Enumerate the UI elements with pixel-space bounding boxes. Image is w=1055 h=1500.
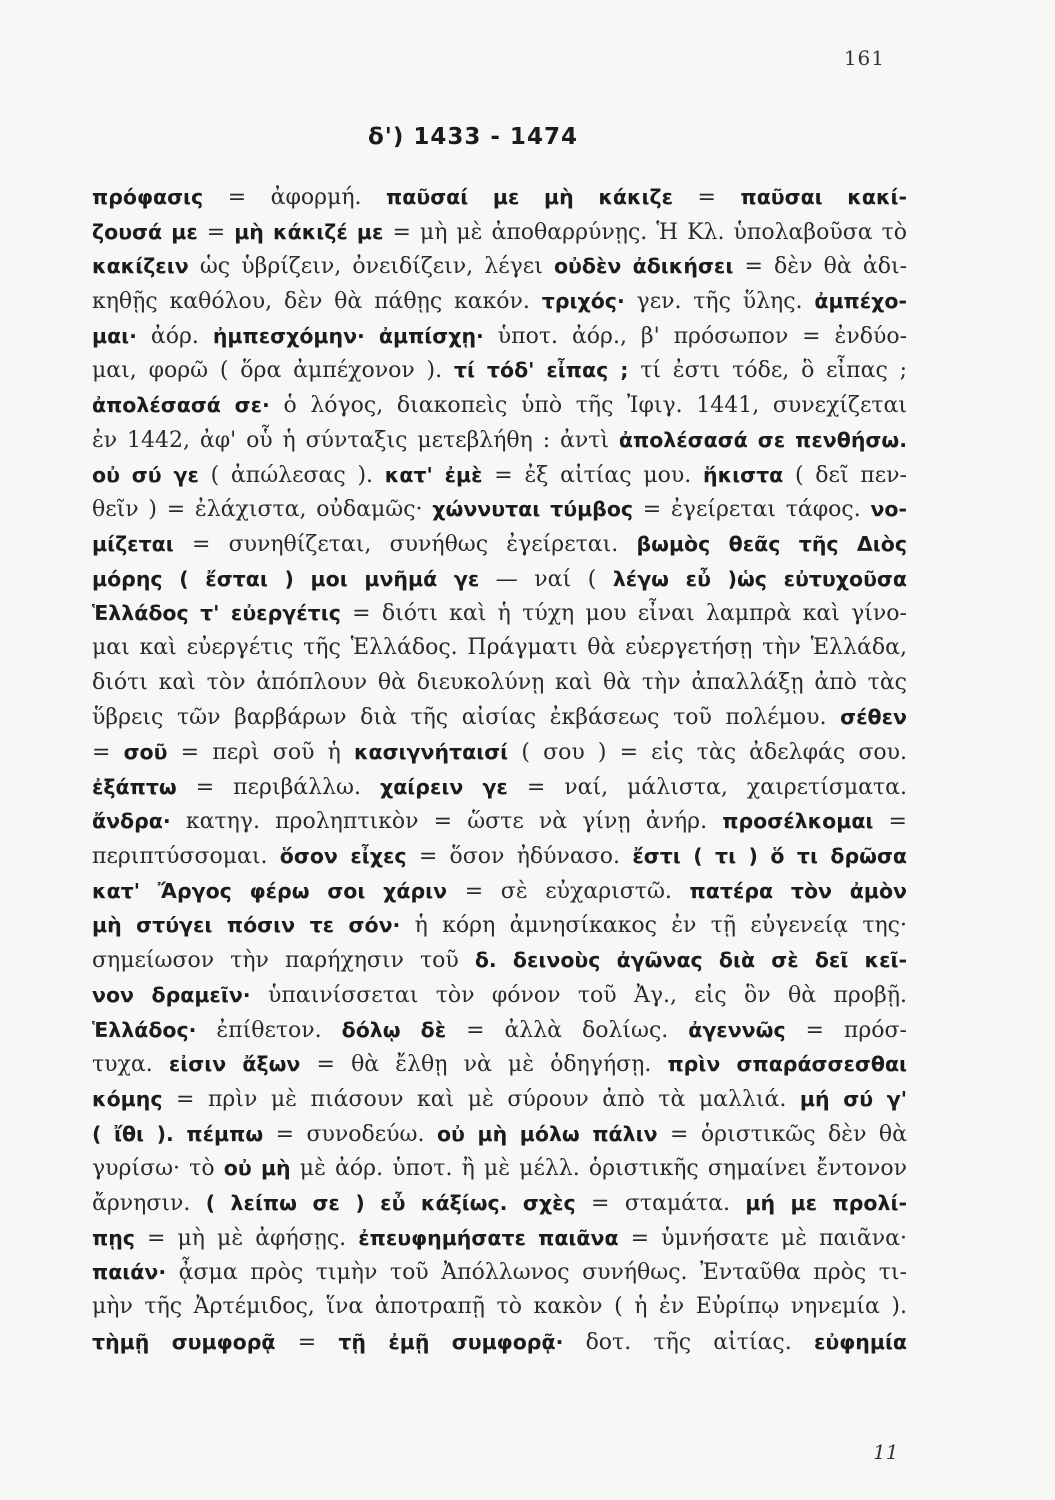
lemma-bold: παῦσαι κακί- [740, 185, 907, 209]
gloss-text: μὴν τῆς Ἀρτέμιδος, ἵνα ἀποτραπῇ τὸ κακὸν ( ἡ ἐν Εὐρίπῳ νηνεμία ). [92, 1294, 907, 1319]
lemma-bold: πρὶν σπαράσσεσθαι [667, 1052, 907, 1077]
lemma-bold: παιάν· [92, 1260, 167, 1285]
lemma-bold: ἀμπέχο- [814, 289, 907, 314]
gloss-text: = διότι καὶ ἡ τύχη μου εἶναι λαμπρὰ καὶ γίνο- [340, 601, 907, 627]
lemma-bold: σοῦ [123, 740, 168, 764]
gloss-text: μαι, φορῶ ( ὅρα ἀμπέχονον ). [92, 358, 454, 384]
text-line [92, 319, 907, 354]
lemma-bold: ζουσά με [92, 219, 198, 244]
gloss-text: = πρὶν μὲ πιάσουν καὶ μὲ σύρουν ἀπὸ τὰ μαλλιά. [162, 1086, 800, 1112]
lemma-bold: ἠμπεσχόμην· ἀμπίσχῃ· [212, 323, 484, 348]
text-line [92, 839, 907, 874]
gloss-text: γεν. τῆς ὕλης. [624, 289, 815, 315]
text-line [92, 1151, 907, 1186]
lemma-bold: κασιγνήταισί [353, 740, 509, 764]
text-line [92, 492, 907, 527]
lemma-bold: οὐ μὴ μόλω πάλιν [436, 1121, 658, 1146]
text-line [92, 527, 907, 562]
lemma-bold: Ἑλλάδος· [92, 1017, 197, 1042]
gloss-text: ἡ κόρη ἀμνησίκακος ἐν τῇ εὐγενείᾳ της· [400, 913, 907, 939]
gloss-text: = [92, 740, 124, 765]
gloss-text: = ὁριστικῶς δὲν θὰ [657, 1121, 907, 1147]
gloss-text: δοτ. τῆς αἰτίας. [563, 1329, 814, 1355]
gloss-text: = δὲν θὰ ἀδι- [733, 254, 907, 280]
lemma-bold: λέγω εὖ )ὡς εὐτυχοῦσα [612, 566, 907, 591]
lemma-bold: κόμης [92, 1086, 163, 1111]
gloss-text: ὁ λόγος, διακοπεὶς ὑπὸ τῆς Ἰφιγ. 1441, συνεχίζεται [269, 393, 907, 419]
lemma-bold: εἰσιν ἄξων [168, 1052, 301, 1077]
lemma-bold: ἀπολέσασά σε· [92, 393, 270, 418]
gloss-text: = ἐξ αἰτίας μου. [482, 462, 703, 488]
gloss-text: ( σου ) = εἰς τὰς ἀδελφάς σου. [508, 740, 907, 765]
lemma-bold: μὴ στύγει πόσιν τε σόν· [92, 913, 401, 938]
gloss-text: = ὑμνήσατε μὲ παιᾶνα· [618, 1225, 907, 1251]
gloss-text: = ναί, μάλιστα, χαιρετίσματα. [507, 774, 907, 800]
gloss-text: θεῖν ) = ἐλάχιστα, οὐδαμῶς· [92, 497, 433, 523]
gloss-text: ὡς ὑβρίζειν, ὀνειδίζειν, λέγει [188, 254, 554, 280]
gloss-text: τί ἐστι τόδε, ὃ εἶπας ; [628, 358, 907, 384]
text-line [92, 1013, 907, 1048]
gloss-text: περιπτύσσομαι. [92, 844, 280, 870]
gloss-text: ὑποτ. ἀόρ., β' πρόσωπον = ἐνδύο- [483, 323, 907, 349]
gloss-text: ὑπαινίσσεται τὸν φόνον τοῦ Ἀγ., εἰς ὃν θὰ προβῇ. [250, 982, 907, 1008]
gloss-text: = συνηθίζεται, συνήθως ἐγείρεται. [173, 531, 637, 557]
lemma-bold: δόλῳ δὲ [341, 1017, 447, 1042]
gloss-text: = μὴ μὲ ἀποθαρρύνῃς. Ἡ Κλ. ὑπολαβοῦσα τὸ [383, 219, 907, 245]
gloss-text: = μὴ μὲ ἀφήσῃς. [134, 1225, 359, 1251]
text-line [92, 249, 907, 284]
text-line [92, 458, 907, 493]
text-line [92, 596, 907, 631]
gloss-text: ἀόρ. [136, 323, 213, 349]
lemma-bold: βωμὸς θεᾶς τῆς Διὸς [636, 531, 907, 556]
lemma-bold: τῇ ἐμῇ συμφορᾷ· [338, 1329, 564, 1354]
text-line [92, 388, 907, 423]
lemma-bold: τὴμῇ συμφορᾷ [92, 1329, 276, 1354]
lemma-bold: πῃς [92, 1225, 135, 1250]
lemma-bold: ἄνδρα· [92, 809, 171, 834]
gloss-text: = πρόσ- [785, 1017, 907, 1043]
gloss-text: διότι καὶ τὸν ἀπόπλουν θὰ διευκολύνῃ καὶ θὰ τὴν ἀπαλλάξῃ ἀπὸ τὰς [92, 669, 907, 695]
text-line [92, 562, 907, 597]
gloss-text: τυχα. [92, 1052, 169, 1078]
gloss-text: = ἀφορμή. [203, 185, 387, 210]
lemma-bold: κατ' ἐμὲ [384, 462, 483, 487]
gloss-text: γυρίσω· τὸ [92, 1156, 224, 1182]
text-line [92, 700, 907, 735]
lemma-bold: μόρης ( ἔσται ) μοι μνῆμά γε [92, 566, 480, 591]
gloss-text: ἄρνησιν. [92, 1190, 206, 1216]
text-line [92, 215, 907, 250]
gloss-text: = συνοδεύω. [263, 1121, 437, 1147]
text-line [92, 804, 907, 839]
page-number: 161 [843, 46, 885, 70]
lemma-bold: τριχός· [541, 289, 625, 314]
lemma-bold: ( ἴθι ). πέμπω [92, 1121, 264, 1146]
text-line [92, 874, 907, 909]
gloss-text: μὲ ἀόρ. ὑποτ. ἢ μὲ μέλλ. ὁριστικῆς σημαίνει ἔντονον [290, 1156, 907, 1182]
lemma-bold: μή με προλί- [745, 1190, 907, 1215]
lemma-bold: ἔστι ( τι ) ὅ τι δρῶσα [632, 844, 907, 869]
text-line [92, 284, 907, 319]
lemma-bold: τί τόδ' εἶπας ; [453, 358, 629, 383]
lemma-bold: παῦσαί με μὴ κάκιζε [386, 185, 674, 209]
commentary-body [92, 180, 907, 1359]
lemma-bold: πρόφασις [92, 185, 204, 209]
lemma-bold: ἥκιστα [702, 462, 784, 487]
text-line [92, 908, 907, 943]
gloss-text: σημείωσον τὴν παρήχησιν τοῦ [92, 948, 475, 974]
text-line [92, 1325, 907, 1360]
gloss-text: ἐν 1442, ἀφ' οὗ ἡ σύνταξις μετεβλήθη : ἀντὶ [92, 427, 619, 453]
lemma-bold: ἀπολέσασά σε πενθήσω. [618, 427, 907, 452]
gloss-text: κατηγ. προληπτικὸν = ὥστε νὰ γίνῃ ἀνήρ. [170, 809, 723, 835]
lemma-bold: μὴ κάκιζέ με [234, 219, 384, 244]
text-line [92, 943, 907, 978]
gloss-text: μαι καὶ εὐεργέτις τῆς Ἑλλάδος. Πράγματι θὰ εὐεργετήσῃ τὴν Ἑλλάδα, [92, 634, 907, 660]
lemma-bold: νο- [870, 497, 907, 522]
lemma-bold: ὅσον εἶχες [279, 844, 407, 869]
text-line [92, 180, 907, 215]
lemma-bold: πατέρα τὸν ἀμὸν [689, 878, 907, 903]
lemma-bold: σέθεν [840, 705, 907, 730]
lemma-bold: ἀγεννῶς [688, 1017, 786, 1042]
gloss-text: = περὶ σοῦ ἡ [167, 740, 354, 765]
text-line [92, 978, 907, 1013]
lemma-bold: μίζεται [92, 531, 174, 556]
lemma-bold: ἐξάπτω [92, 774, 177, 799]
gloss-text: κηθῇς καθόλου, δὲν θὰ πάθῃς κακόν. [92, 289, 542, 315]
gloss-text: = [275, 1329, 339, 1355]
text-line [92, 666, 907, 701]
lemma-bold: μαι· [92, 323, 137, 348]
gloss-text: = [197, 219, 235, 245]
lemma-bold: οὐδὲν ἀδικήσει [553, 254, 734, 279]
lemma-bold: νον δραμεῖν· [92, 982, 251, 1007]
lemma-bold: κατ' Ἄργος φέρω σοι χάριν [92, 878, 448, 903]
lemma-bold: οὐ σύ γε [92, 462, 199, 487]
gloss-text: = [873, 809, 907, 835]
gloss-text: ᾆσμα πρὸς τιμὴν τοῦ Ἀπόλλωνος συνήθως. Ἐνταῦθα πρὸς τι- [166, 1260, 907, 1286]
lemma-bold: μή σύ γ' [799, 1086, 907, 1111]
text-line [92, 1117, 907, 1152]
gloss-text: = ἀλλὰ δολίως. [446, 1017, 689, 1043]
text-line [92, 1186, 907, 1221]
lemma-bold: προσέλκομαι [722, 809, 874, 834]
lemma-bold: χώννυται τύμβος [432, 497, 634, 522]
gloss-text: = ἐγείρεται τάφος. [633, 497, 871, 523]
text-line [92, 1221, 907, 1256]
gloss-text: = σὲ εὐχαριστῶ. [447, 878, 690, 904]
lemma-bold: ( λείπω σε ) εὖ κάξίως. σχὲς [205, 1190, 576, 1215]
gloss-text: ( δεῖ πεν- [783, 462, 907, 488]
lemma-bold: οὐ μὴ [223, 1156, 291, 1181]
gloss-text: ( ἀπώλεσας ). [198, 462, 385, 488]
gloss-text: = σταμάτα. [575, 1190, 746, 1216]
gloss-text: = [673, 185, 741, 210]
gloss-text: = ὅσον ἠδύνασο. [406, 844, 633, 870]
text-line [92, 1047, 907, 1082]
gloss-text: = θὰ ἔλθῃ νὰ μὲ ὁδηγήσῃ. [300, 1052, 668, 1078]
text-line [92, 1255, 907, 1290]
gloss-text: — ναί ( [479, 566, 613, 592]
lemma-bold: χαίρειν γε [379, 774, 508, 799]
lemma-bold: κακίζειν [92, 254, 189, 279]
text-line [92, 1290, 907, 1325]
lemma-bold: ἐπευφημήσατε παιᾶνα [358, 1225, 619, 1250]
text-line [92, 353, 907, 388]
text-line [92, 631, 907, 666]
text-line [92, 770, 907, 805]
gloss-text: ὕβρεις τῶν βαρβάρων διὰ τῆς αἰσίας ἐκβάσεως τοῦ πολέμου. [92, 705, 841, 731]
text-line [92, 1082, 907, 1117]
lemma-bold: δ. δεινοὺς ἀγῶνας διὰ σὲ δεῖ κεῖ- [474, 948, 907, 973]
gloss-text: = περιβάλλω. [176, 774, 380, 800]
section-title: δ') 1433 - 1474 [368, 124, 578, 150]
lemma-bold: εὐφημία [813, 1329, 907, 1354]
lemma-bold: Ἑλλάδος τ' εὐεργέτις [92, 601, 341, 626]
signature-mark: 11 [873, 1440, 899, 1464]
gloss-text: ἐπίθετον. [196, 1017, 342, 1043]
text-line [92, 735, 907, 770]
text-line [92, 423, 907, 458]
